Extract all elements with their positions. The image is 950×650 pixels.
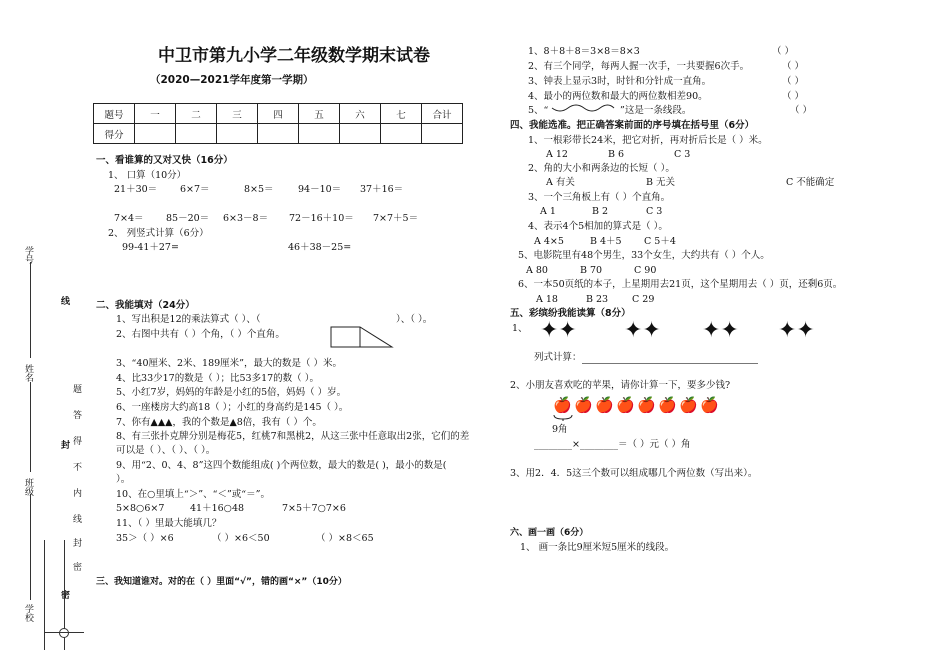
star-icon: ✦✦ [778,318,815,343]
s2-q6: 6、一座楼房大约高18（ ）；小红的身高约是145（ ）。 [116,402,349,413]
compare-item: 5×8○6×7 [116,503,165,514]
s4-q5: 5、电影院里有48个男生，33个女生，大约共有（ ）个人。 [518,250,770,261]
s4-q4: 4、表示4个5相加的算式是（ ）。 [528,221,668,232]
judge-bracket: （ ） [782,61,805,72]
score-table [93,103,463,144]
option: A 80 [526,265,548,276]
calc-item: 6×3－8＝ [223,213,269,224]
calc-item: 72－16＋10＝ [289,213,354,224]
s4-q6: 6、一本50页纸的本子，上星期用去21页，这个星期用去（ ）页，还剩6页。 [518,279,843,290]
option: C 29 [632,294,655,305]
score-cell: 五 [299,104,340,124]
apple-icon: 🍎 [700,396,719,414]
margin-mi: 密 [59,590,69,599]
option: C 5＋4 [644,236,676,247]
score-cell: 二 [176,104,217,124]
answer-line[interactable] [582,363,758,364]
s5-q2: 2、小朋友喜欢吃的苹果，请你计算一下，要多少钱? [510,380,731,391]
section-3-heading: 三、我知道谁对。对的在（ ）里面“√”，错的画“×”（10分） [96,577,347,587]
s6-q1: 1、 画一条比9厘米短5厘米的线段。 [520,542,675,553]
option: B 2 [592,206,609,217]
score-cell: 得分 [94,124,135,144]
compare-item: 41＋16○48 [190,503,245,514]
apple-icon: 🍎 [574,396,593,414]
margin-xian: 线 [59,296,69,305]
option: C 3 [646,206,663,217]
s4-q2: 2、角的大小和两条边的长短（ ）。 [528,163,675,174]
option: B 4＋5 [590,236,622,247]
option: A 4×5 [534,236,564,247]
score-input-cell[interactable] [258,124,299,144]
margin-banji: 班级 [23,478,33,496]
compare-item: 7×5＋7○7×6 [282,503,346,514]
score-input-cell[interactable] [299,124,340,144]
judge-item: 2、有三个同学，每两人握一次手，一共要握6次手。 [528,61,750,72]
score-cell: 合计 [422,104,463,124]
margin-ti: 题 [71,384,81,393]
score-cell: 题号 [94,104,135,124]
star-icon: ✦✦ [540,318,577,343]
judge-item: ”这是一条线段。 [620,105,692,116]
page-subtitle: （2020—2021学年度第一学期） [150,74,314,86]
calc-item: 94－10＝ [298,184,342,195]
judge-bracket: （ ） [790,105,813,116]
margin-xingming: 姓名 [23,364,33,382]
s2-q11: 11、（ ）里最大能填几？ [116,518,222,529]
option: B 无关 [646,177,676,188]
s2-q7: 7、你有▲▲▲，我的个数是▲8倍，我有（ ）个。 [116,417,322,428]
fill-item: 35＞（ ）×6 [116,533,174,544]
s2-q10: 10、在○里填上“＞”、“＜”或“＝”。 [116,489,271,500]
margin-xian2: 线 [71,514,81,523]
s2-q2: 2、右图中共有（ ）个角，（ ）个直角。 [116,329,285,340]
apple-icon: 🍎 [679,396,698,414]
margin-feng2: 封 [71,538,81,547]
judge-item: 3、钟表上显示3时，时针和分针成一直角。 [528,76,712,87]
margin-xuehao: 学号 [23,246,33,264]
calc-item: 8×5＝ [244,184,274,195]
s2-q1b: ）、（ ）。 [396,314,433,325]
s4-q1: 1、一根彩带长24米，把它对折，再对折后长是（ ）米。 [528,135,768,146]
judge-bracket: （ ） [772,46,795,57]
section-5-heading: 五、彩缤纷我能读算（8分） [510,308,631,319]
section-2-heading: 二、我能填对（24分） [96,300,195,311]
score-input-cell[interactable] [135,124,176,144]
judge-item: 1、8＋8＋8＝3×8＝8×3 [528,46,640,57]
score-cell: 六 [340,104,381,124]
margin-mi2: 密 [71,562,81,571]
section-1-heading: 一、看谁算的又对又快（16分） [96,155,233,166]
s5-q3: 3、用2．4．5这三个数可以组成哪几个两位数（写出来）。 [510,468,758,479]
option: A 1 [540,206,556,217]
s5-q1: 1、 [512,323,528,334]
apple-icon: 🍎 [595,396,614,414]
fill-item: （ ）×8＜65 [316,533,374,544]
option: B 70 [580,265,603,276]
calc-item: 21＋30＝ [114,184,158,195]
score-input-cell[interactable] [176,124,217,144]
section-4-heading: 四、我能选准。把正确答案前面的序号填在括号里（6分） [510,120,755,131]
option: A 12 [546,149,568,160]
option: B 6 [608,149,625,160]
margin-xuexiao: 学校 [23,604,33,622]
apple-icon: 🍎 [616,396,635,414]
margin-feng: 封 [59,440,69,449]
margin-da: 答 [71,410,81,419]
calc-item: 7×4＝ [114,213,144,224]
s2-q8a: 8、有三张扑克牌分别是梅花5，红桃7和黑桃2，从这三张中任意取出2张，它们的差 [116,431,470,442]
option: C 90 [634,265,657,276]
s2-q3: 3、“40厘米、2米、189厘米”，最大的数是（ ）米。 [116,358,343,369]
calc-item: 7×7＋5＝ [373,213,419,224]
page-title: 中卫市第九小学二年级数学期末试卷 [158,46,430,66]
margin-circle [59,628,69,638]
option: B 23 [586,294,609,305]
s2-q9a: 9、用“2、0、4、8”这四个数能组成( )个两位数，最大的数是( )，最小的数是( [116,460,447,471]
score-input-cell[interactable] [340,124,381,144]
apple-icon: 🍎 [553,396,572,414]
score-input-cell[interactable] [217,124,258,144]
calc-item: 37＋16＝ [360,184,404,195]
star-icon: ✦✦ [702,318,739,343]
s5-formula-label: 列式计算： [534,352,582,363]
option: C 不能确定 [786,177,835,188]
fill-item: （ ）×6＜50 [212,533,270,544]
judge-bracket: （ ） [782,91,805,102]
s4-q3: 3、一个三角板上有（ ）个直角。 [528,192,671,203]
apple-icon: 🍎 [637,396,656,414]
s1-p2: 2、 列竖式计算（6分） [108,228,209,239]
apple-price: 9角 [552,424,568,435]
judge-item: 5、“ [528,105,549,116]
margin-bu: 不 [71,462,81,471]
calc-item: 99-41＋27= [122,242,179,253]
margin-nei: 内 [71,488,81,497]
score-cell: 三 [217,104,258,124]
option: A 18 [536,294,558,305]
score-input-cell[interactable] [422,124,463,144]
s5-q2-line: ________×________＝（ ）元（ ）角 [534,439,691,450]
calc-item: 46＋38－25= [288,242,352,253]
star-icon: ✦✦ [624,318,661,343]
judge-bracket: （ ） [782,76,805,87]
calc-item: 85－20＝ [166,213,210,224]
brace-icon [553,414,573,422]
option: A 有关 [546,177,575,188]
option: C 3 [674,149,691,160]
margin-de: 得 [71,436,81,445]
section-6-heading: 六、画一画（6分） [510,528,589,538]
judge-item: 4、最小的两位数和最大的两位数相差90。 [528,91,708,102]
s2-q1a: 1、写出积是12的乘法算式（ ）、（ [116,314,261,325]
score-cell: 七 [381,104,422,124]
score-cell: 一 [135,104,176,124]
s2-q8b: 可以是（ ）、（ ）、（ ）。 [116,445,216,456]
s1-p1: 1、 口算（10分） [108,170,187,181]
score-cell: 四 [258,104,299,124]
trapezoid-figure [330,325,394,349]
s2-q4: 4、比33少17的数是（ ）；比53多17的数（ ）。 [116,373,319,384]
calc-item: 6×7＝ [180,184,210,195]
score-input-cell[interactable] [381,124,422,144]
apple-icon: 🍎 [658,396,677,414]
s2-q5: 5、小红7岁，妈妈的年龄是小红的5倍，妈妈（ ）岁。 [116,387,347,398]
s2-q9b: ）。 [116,474,131,485]
wavy-line-figure [550,100,616,114]
